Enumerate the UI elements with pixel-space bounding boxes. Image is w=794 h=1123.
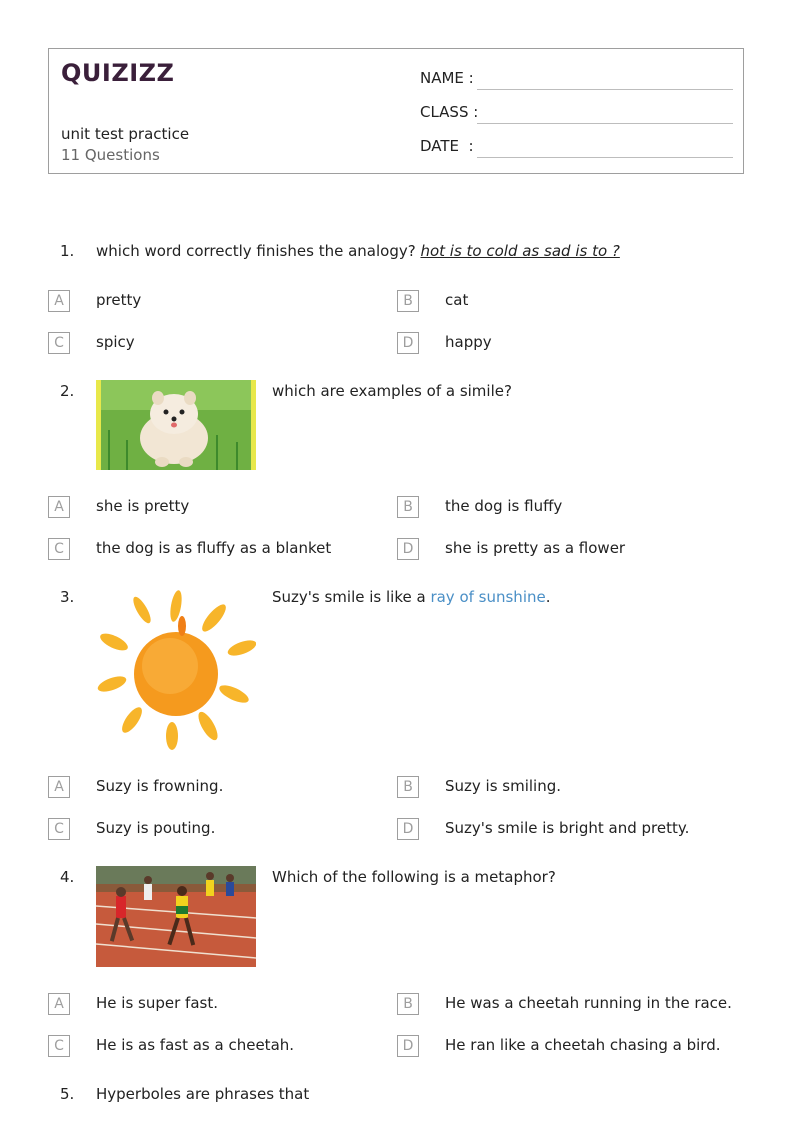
analogy-emphasis: hot is to cold as sad is to ? [420, 242, 620, 260]
worksheet-header [48, 48, 744, 174]
option-text: Suzy is frowning. [96, 777, 224, 795]
question-text [272, 588, 551, 606]
option-text: Suzy's smile is bright and pretty. [445, 819, 690, 837]
question-text-end: . [545, 588, 551, 606]
question-number: 1. [60, 242, 75, 260]
date-label: DATE : [420, 137, 474, 155]
option-letter-box: B [397, 290, 419, 312]
option-text: He was a cheetah running in the race. [445, 994, 732, 1012]
option-text: spicy [96, 333, 135, 351]
question-text: which are examples of a simile? [272, 382, 512, 400]
option-text: the dog is fluffy [445, 497, 563, 515]
question-number: 5. [60, 1085, 75, 1103]
option-text: she is pretty [96, 497, 190, 515]
question-text: Hyperboles are phrases that [96, 1085, 310, 1103]
name-line [477, 89, 733, 90]
option-text: He is as fast as a cheetah. [96, 1036, 295, 1054]
option-text: happy [445, 333, 492, 351]
option-letter-box: A [48, 993, 70, 1015]
option-letter-box: C [48, 538, 70, 560]
question-text: Which of the following is a metaphor? [272, 868, 556, 886]
fluffy-dog-image [96, 380, 256, 470]
question-count: 11 Questions [61, 146, 160, 164]
worksheet-title: unit test practice [61, 125, 190, 143]
quizizz-logo: QUIZIZZ [61, 59, 175, 87]
option-letter-box: A [48, 496, 70, 518]
option-letter-box: D [397, 332, 419, 354]
question-text [96, 242, 620, 260]
question-text-main: which word correctly finishes the analogy? [96, 242, 421, 260]
question-number: 3. [60, 588, 75, 606]
question-text-main: Suzy's smile is like a [272, 588, 431, 606]
name-label: NAME : [420, 69, 474, 87]
class-label: CLASS : [420, 103, 479, 121]
option-letter-box: D [397, 1035, 419, 1057]
option-text: Suzy is smiling. [445, 777, 562, 795]
option-letter-box: B [397, 993, 419, 1015]
option-letter-box: C [48, 818, 70, 840]
date-line [477, 157, 733, 158]
highlighted-phrase: ray of sunshine [430, 588, 546, 606]
class-line [477, 123, 733, 124]
option-text: pretty [96, 291, 142, 309]
option-text: He ran like a cheetah chasing a bird. [445, 1036, 721, 1054]
option-letter-box: D [397, 538, 419, 560]
sun-painting-image [96, 586, 256, 750]
option-letter-box: A [48, 776, 70, 798]
option-letter-box: C [48, 332, 70, 354]
question-number: 4. [60, 868, 75, 886]
option-letter-box: B [397, 776, 419, 798]
option-letter-box: D [397, 818, 419, 840]
option-letter-box: C [48, 1035, 70, 1057]
sprinters-image [96, 866, 256, 967]
option-text: the dog is as fluffy as a blanket [96, 539, 332, 557]
option-letter-box: B [397, 496, 419, 518]
option-text: Suzy is pouting. [96, 819, 216, 837]
question-number: 2. [60, 382, 75, 400]
option-text: He is super fast. [96, 994, 218, 1012]
option-text: cat [445, 291, 469, 309]
option-text: she is pretty as a flower [445, 539, 626, 557]
option-letter-box: A [48, 290, 70, 312]
